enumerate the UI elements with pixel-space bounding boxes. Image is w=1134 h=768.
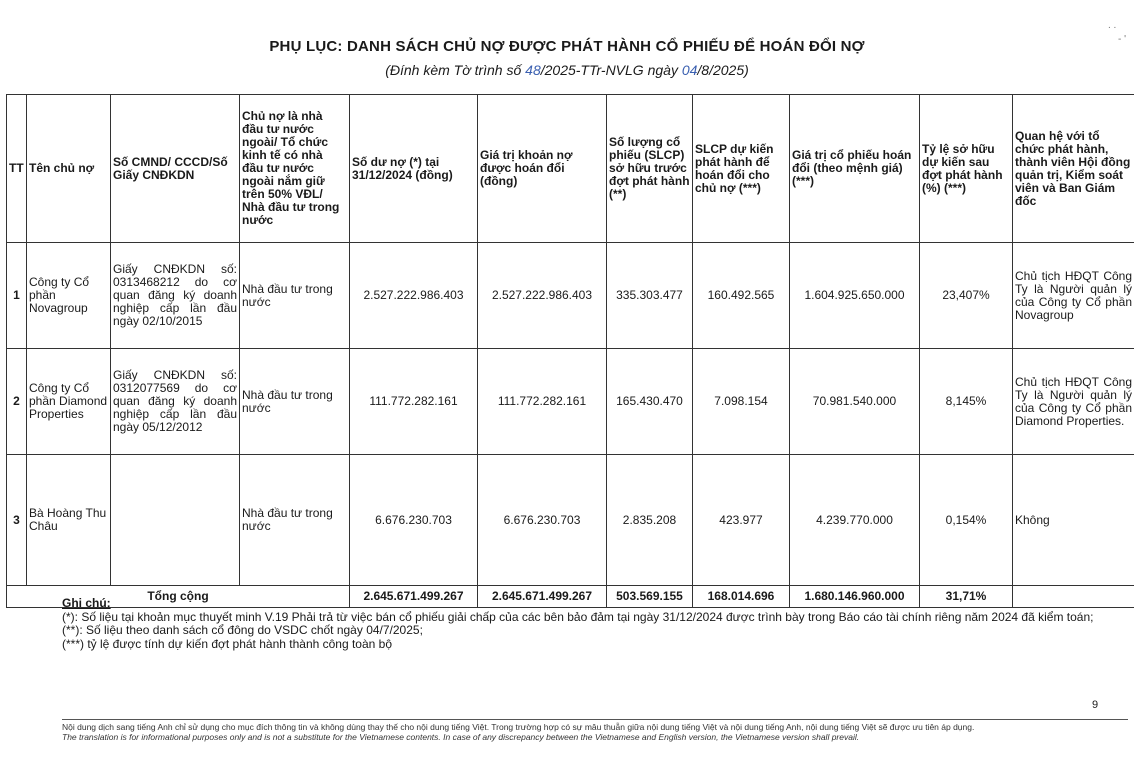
note-3: (***) tỷ lệ được tính dự kiến đợt phát hành thành công toàn bộ	[62, 636, 393, 651]
cell-id: Giấy CNĐKDN số: 0312077569 do cơ quan đăng ký doanh nghiệp cấp lần đầu ngày 05/12/2012	[111, 349, 240, 455]
scan-speck: - '	[1118, 34, 1127, 45]
cell-tt: 2	[7, 349, 27, 455]
total-ratio: 31,71%	[920, 586, 1013, 608]
total-debt: 2.645.671.499.267	[350, 586, 478, 608]
cell-investor: Nhà đầu tư trong nước	[240, 349, 350, 455]
header-par-value: Giá trị cổ phiếu hoán đổi (theo mệnh giá) (***)	[790, 95, 920, 243]
header-debt: Số dư nợ (*) tại 31/12/2024 (đồng)	[350, 95, 478, 243]
notes-section	[62, 597, 1134, 651]
header-investor: Chủ nợ là nhà đầu tư nước ngoài/ Tổ chức kinh tế có nhà đầu tư nước ngoài nắm giữ trên 50% VĐL/ Nhà đầu tư trong nước	[240, 95, 350, 243]
creditor-table	[6, 94, 1134, 608]
cell-shares-before: 2.835.208	[607, 455, 693, 586]
note-1: (*): Số liệu tại khoản mục thuyết minh V.19 Phải trả từ việc bán cổ phiếu giải chấp của các bên bảo đảm tại ngày 31/12/2024 được trình bày trong Báo cáo tài chính riêng năm 2024 đã kiểm toán;	[62, 609, 1094, 624]
total-shares-issue: 168.014.696	[693, 586, 790, 608]
header-shares-issue: SLCP dự kiến phát hành để hoán đổi cho chủ nợ (***)	[693, 95, 790, 243]
cell-shares-issue: 423.977	[693, 455, 790, 586]
table-row	[7, 349, 1134, 455]
page-subtitle	[0, 62, 1134, 78]
cell-par-value: 70.981.540.000	[790, 349, 920, 455]
cell-shares-before: 165.430.470	[607, 349, 693, 455]
cell-tt: 1	[7, 243, 27, 349]
cell-par-value: 4.239.770.000	[790, 455, 920, 586]
cell-swap-value: 6.676.230.703	[478, 455, 607, 586]
cell-debt: 2.527.222.986.403	[350, 243, 478, 349]
cell-relation: Không	[1013, 455, 1134, 586]
header-name: Tên chủ nợ	[27, 95, 111, 243]
header-relation: Quan hệ với tổ chức phát hành, thành viên Hội đồng quản trị, Kiểm soát viên và Ban Giám đốc	[1013, 95, 1134, 243]
cell-name: Bà Hoàng Thu Châu	[27, 455, 111, 586]
cell-debt: 6.676.230.703	[350, 455, 478, 586]
cell-swap-value: 2.527.222.986.403	[478, 243, 607, 349]
handwritten-day: 04	[681, 62, 698, 78]
page-number: 9	[1092, 699, 1099, 711]
total-label: Tổng cộng	[7, 586, 350, 608]
page-title: PHỤ LỤC: DANH SÁCH CHỦ NỢ ĐƯỢC PHÁT HÀNH CỔ PHIẾU ĐỂ HOÁN ĐỔI NỢ	[269, 38, 865, 55]
table-header-row	[7, 95, 1134, 243]
subtitle-middle: /2025-TTr-NVLG ngày	[540, 62, 682, 78]
cell-relation: Chủ tịch HĐQT Công Ty là Người quản lý của Công ty Cổ phần Novagroup	[1013, 243, 1134, 349]
cell-shares-issue: 160.492.565	[693, 243, 790, 349]
header-tt: TT	[7, 95, 27, 243]
total-par-value: 1.680.146.960.000	[790, 586, 920, 608]
footer-divider	[62, 719, 1128, 720]
header-swap-value: Giá trị khoản nợ được hoán đổi (đồng)	[478, 95, 607, 243]
cell-tt: 3	[7, 455, 27, 586]
subtitle-suffix: /8/2025)	[697, 62, 749, 78]
cell-name: Công ty Cổ phần Diamond Properties	[27, 349, 111, 455]
notes-heading: Ghi chú:	[62, 596, 111, 610]
cell-name: Công ty Cổ phần Novagroup	[27, 243, 111, 349]
cell-debt: 111.772.282.161	[350, 349, 478, 455]
cell-ratio: 8,145%	[920, 349, 1013, 455]
cell-investor: Nhà đầu tư trong nước	[240, 243, 350, 349]
header-id: Số CMND/ CCCD/Số Giấy CNĐKDN	[111, 95, 240, 243]
table-row	[7, 455, 1134, 586]
handwritten-number: 48	[525, 62, 541, 78]
scan-speck: . .	[1108, 20, 1117, 31]
total-swap-value: 2.645.671.499.267	[478, 586, 607, 608]
table-row	[7, 243, 1134, 349]
subtitle-prefix: (Đính kèm Tờ trình số	[385, 62, 526, 78]
header-ratio: Tỷ lệ sở hữu dự kiến sau đợt phát hành (%) (***)	[920, 95, 1013, 243]
cell-relation: Chủ tịch HĐQT Công Ty là Người quản lý của Công ty Cổ phần Diamond Properties.	[1013, 349, 1134, 455]
cell-shares-issue: 7.098.154	[693, 349, 790, 455]
cell-ratio: 0,154%	[920, 455, 1013, 586]
footer-vietnamese: Nội dung dịch sang tiếng Anh chỉ sử dụng cho mục đích thông tin và không dùng thay thế cho nội dung tiếng Việt. Trong trường hợp có sự mâu thuẫn giữa nội dung tiếng Việt và nội dung tiếng Anh, nội dung tiếng Việt sẽ được ưu tiên áp dụng.	[62, 722, 975, 732]
cell-par-value: 1.604.925.650.000	[790, 243, 920, 349]
footer-english: The translation is for informational purposes only and is not a substitute for the Vietnamese contents. In case of any discrepancy between the Vietnamese and English version, the Vietnamese version shall prevail.	[62, 732, 860, 742]
cell-swap-value: 111.772.282.161	[478, 349, 607, 455]
cell-investor: Nhà đầu tư trong nước	[240, 455, 350, 586]
cell-id	[111, 455, 240, 586]
footer-disclaimer	[62, 722, 1132, 742]
total-shares-before: 503.569.155	[607, 586, 693, 608]
cell-id: Giấy CNĐKDN số: 0313468212 do cơ quan đăng ký doanh nghiệp cấp lần đầu ngày 02/10/2015	[111, 243, 240, 349]
header-shares-before: Số lượng cổ phiếu (SLCP) sở hữu trước đợt phát hành (**)	[607, 95, 693, 243]
note-2: (**): Số liệu theo danh sách cổ đông do VSDC chốt ngày 04/7/2025;	[62, 623, 423, 637]
cell-ratio: 23,407%	[920, 243, 1013, 349]
cell-shares-before: 335.303.477	[607, 243, 693, 349]
